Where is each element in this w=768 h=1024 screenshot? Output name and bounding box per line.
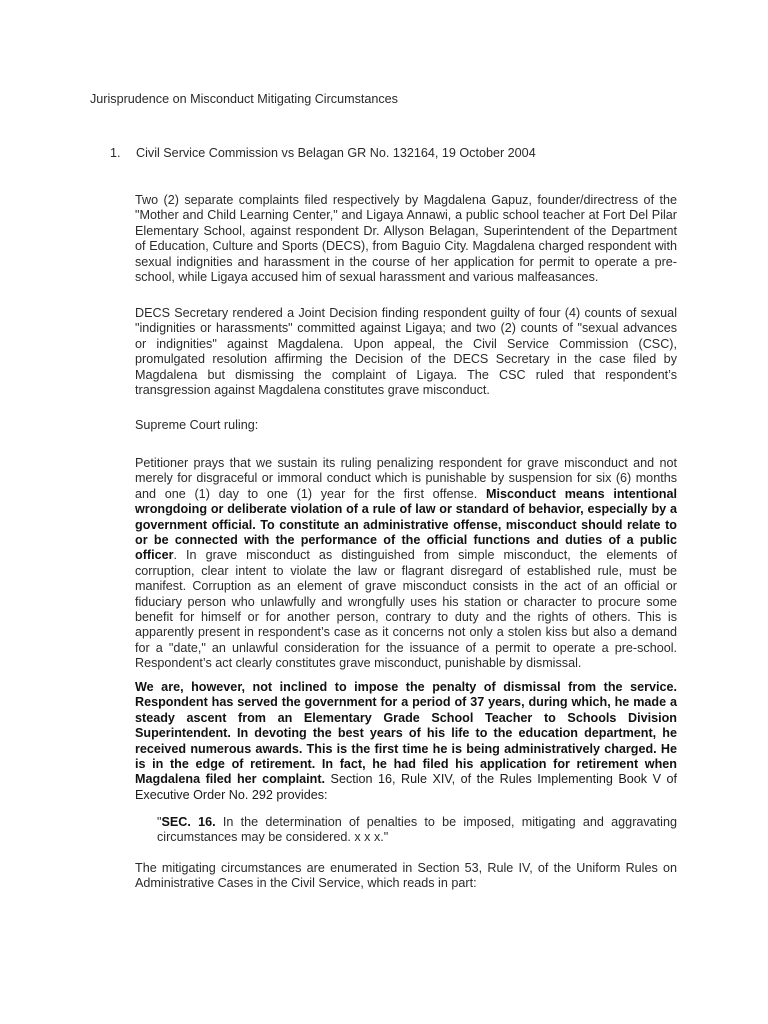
- quote-mark: ": [157, 815, 162, 829]
- paragraph-misconduct-definition: [135, 456, 677, 672]
- case-heading: [110, 146, 536, 161]
- case-title: Civil Service Commission vs Belagan GR No. 132164, 19 October 2004: [136, 146, 536, 160]
- quote-text: In the determination of penalties to be imposed, mitigating and aggravating circumstances may be considered. x x x.": [157, 815, 677, 845]
- ruling-heading: Supreme Court ruling:: [135, 418, 259, 432]
- paragraph-mitigation: [135, 680, 677, 803]
- paragraph-mitigating-enumeration: The mitigating circumstances are enumerated in Section 53, Rule IV, of the Uniform Rules on Administrative Cases in the Civil Service, which reads in part:: [135, 861, 677, 891]
- emphasis-text: We are, however, not inclined to impose the penalty of dismissal from the service. Respondent has served the government for a period of 37 years, during which, he made a steady ascent from an Elementary Grade School Teacher to Schools Division Superintendent. In devoting the best years of his life to the education department, he received numerous awards. This is the first time he is being administratively charged. He is in the edge of retirement. In fact, he had filed his application for retirement when Magdalena filed her complaint.: [135, 680, 677, 787]
- paragraph-facts-complaints: Two (2) separate complaints filed respectively by Magdalena Gapuz, founder/directress of the "Mother and Child Learning Center," and Ligaya Annawi, a public school teacher at Fort Del Pilar Elementary School, against respondent Dr. Allyson Belagan, Superintendent of the Department of Education, Culture and Sports (DECS), from Baguio City. Magdalena charged respondent with sexual indignities and harassment in the course of her application for permit to operate a pre-school, while Ligaya accused him of sexual harassment and various malfeasances.: [135, 193, 677, 285]
- document-title: Jurisprudence on Misconduct Mitigating Circumstances: [90, 92, 398, 106]
- case-number: 1.: [110, 146, 121, 160]
- section-label: SEC. 16.: [161, 815, 216, 829]
- paragraph-text: Petitioner prays that we sustain its ruling penalizing respondent for grave misconduct and not merely for disgraceful or immoral conduct which is punishable by suspension for six (6) months and one (1) day to one (1) year for the first offense.: [135, 456, 677, 501]
- paragraph-decs-decision: DECS Secretary rendered a Joint Decision finding respondent guilty of four (4) counts of sexual "indignities or harassments" committed against Ligaya; and two (2) counts of "sexual advances or indignities" against Magdalena. Upon appeal, the Civil Service Commission (CSC), promulgated resolution affirming the Decision of the DECS Secretary in the case filed by Magdalena but dismissing the complaint of Ligaya. The CSC ruled that respondent’s transgression against Magdalena constitutes grave misconduct.: [135, 306, 677, 398]
- paragraph-text: . In grave misconduct as distinguished from simple misconduct, the elements of corruption, clear intent to violate the law or flagrant disregard of established rule, must be manifest. Corruption as an element of grave misconduct consists in the act of an official or fiduciary person who unlawfully and wrongfully uses his station or character to procure some benefit for himself or for another person, contrary to duty and the rights of others. This is apparently present in respondent’s case as it concerns not only a stolen kiss but also a demand for a "date," an unlawful consideration for the issuance of a permit to operate a pre-school. Respondent’s act clearly constitutes grave misconduct, punishable by dismissal.: [135, 548, 677, 671]
- block-quote-sec16: [157, 815, 677, 846]
- emphasis-text: Misconduct means intentional wrongdoing or deliberate violation of a rule of law or standard of behavior, especially by a government official. To constitute an administrative offense, misconduct should relate to or be connected with the performance of the official functions and duties of a public officer: [135, 486, 677, 563]
- paragraph-text: Section 16, Rule XIV, of the Rules Implementing Book V of Executive Order No. 292 provides:: [135, 772, 677, 802]
